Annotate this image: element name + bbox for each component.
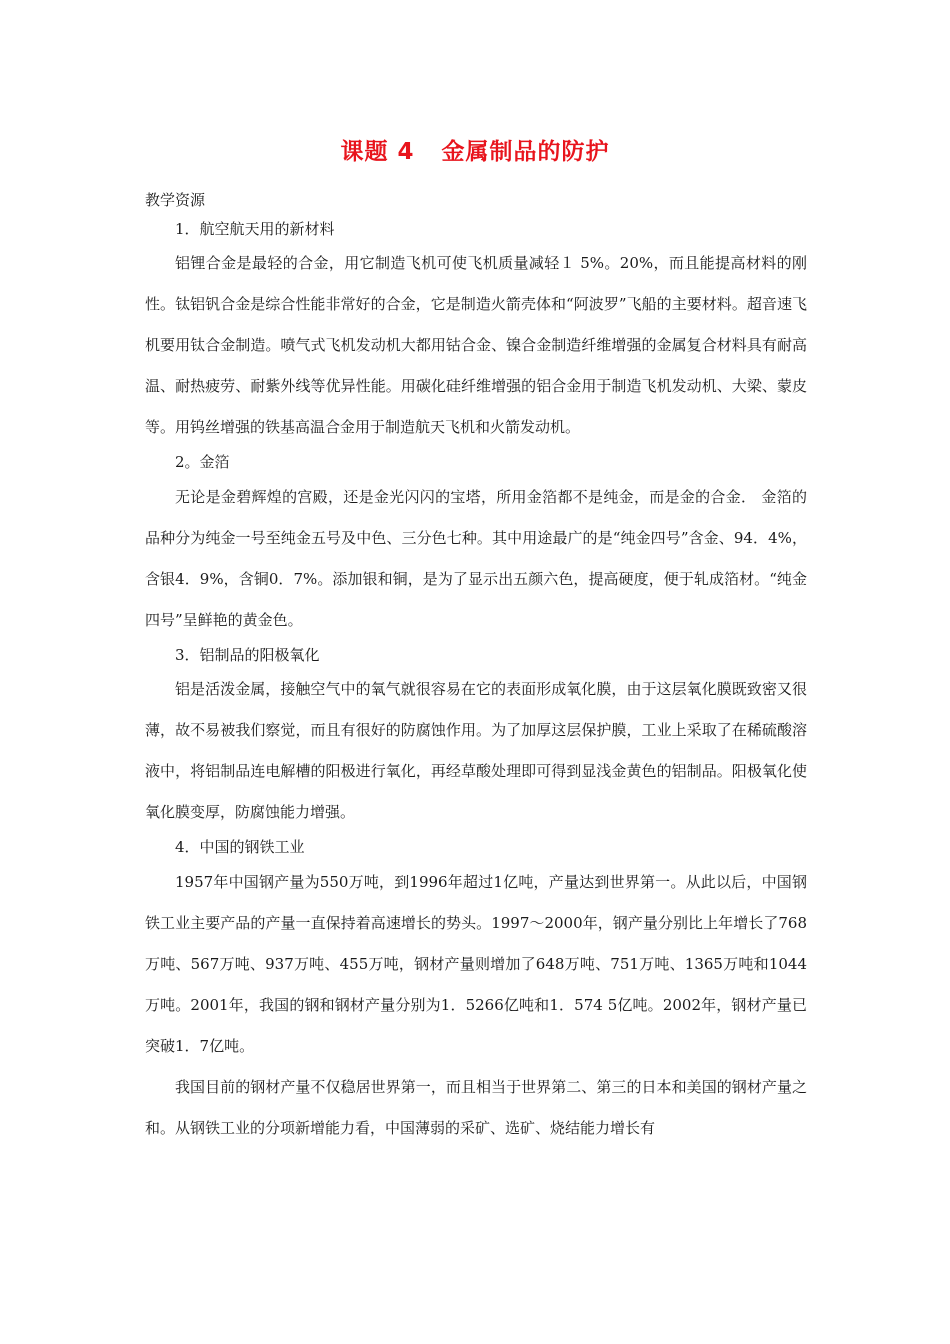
page-title: 课题 4 金属制品的防护 [340,139,610,165]
paragraph-gold-foil: 无论是金碧辉煌的宫殿，还是金光闪闪的宝塔，所用金箔都不是纯金，而是金的合金． 金箔的品种分为纯金一号至纯金五号及中色、三分色七种。其中用途最广的是“纯金四号”含金、94．4%，含银4．9%，含铜0．7%。添加银和铜，是为了显示出五颜六色，提高硬度，便于轧成箔材。“纯金四号”呈鲜艳的黄金色。 [145,487,807,629]
document-body [145,186,807,1149]
subheading-anodizing: 3．铝制品的阳极氧化 [175,645,320,664]
subheading-gold-foil: 2。金箔 [175,453,230,471]
section-label: 教学资源 [145,191,206,209]
paragraph-steel-production: 1957年中国钢产量为550万吨，到1996年超过1亿吨，产量达到世界第一。从此以后，中国钢铁工业主要产品的产量一直保持着高速增长的势头。1997～2000年，钢产量分别比上年增长了768万吨、567万吨、937万吨、455万吨，钢材产量则增加了648万吨、751万吨、1365万吨和1044万吨。2001年，我国的钢和钢材产量分别为1．5266亿吨和1．574 5亿吨。2002年，钢材产量已突破1．7亿吨。 [145,872,807,1055]
subheading-steel-industry: 4．中国的钢铁工业 [175,838,305,856]
paragraph-anodizing: 铝是活泼金属，接触空气中的氧气就很容易在它的表面形成氧化膜，由于这层氧化膜既致密又很薄，故不易被我们察觉，而且有很好的防腐蚀作用。为了加厚这层保护膜，工业上采取了在稀硫酸溶液中，将铝制品连电解槽的阳极进行氧化，再经草酸处理即可得到显浅金黄色的铝制品。阳极氧化使氧化膜变厚，防腐蚀能力增强。 [145,680,807,821]
subheading-aerospace-materials: 1．航空航天用的新材料 [175,219,335,238]
paragraph-aerospace-materials: 铝锂合金是最轻的合金，用它制造飞机可使飞机质量减轻１ 5%。20%，而且能提高材料的刚性。钛铝钒合金是综合性能非常好的合金，它是制造火箭壳体和“阿波罗”飞船的主要材料。超音速飞机要用钛合金制造。喷气式飞机发动机大都用钴合金、镍合金制造纤维增强的金属复合材料具有耐高温、耐热疲劳、耐紫外线等优异性能。用碳化硅纤维增强的铝合金用于制造飞机发动机、大梁、蒙皮等。用钨丝增强的铁基高温合金用于制造航天飞机和火箭发动机。 [145,254,807,436]
paragraph-steel-capacity: 我国目前的钢材产量不仅稳居世界第一，而且相当于世界第二、第三的日本和美国的钢材产量之和。从钢铁工业的分项新增能力看，中国薄弱的采矿、选矿、烧结能力增长有 [145,1077,807,1137]
